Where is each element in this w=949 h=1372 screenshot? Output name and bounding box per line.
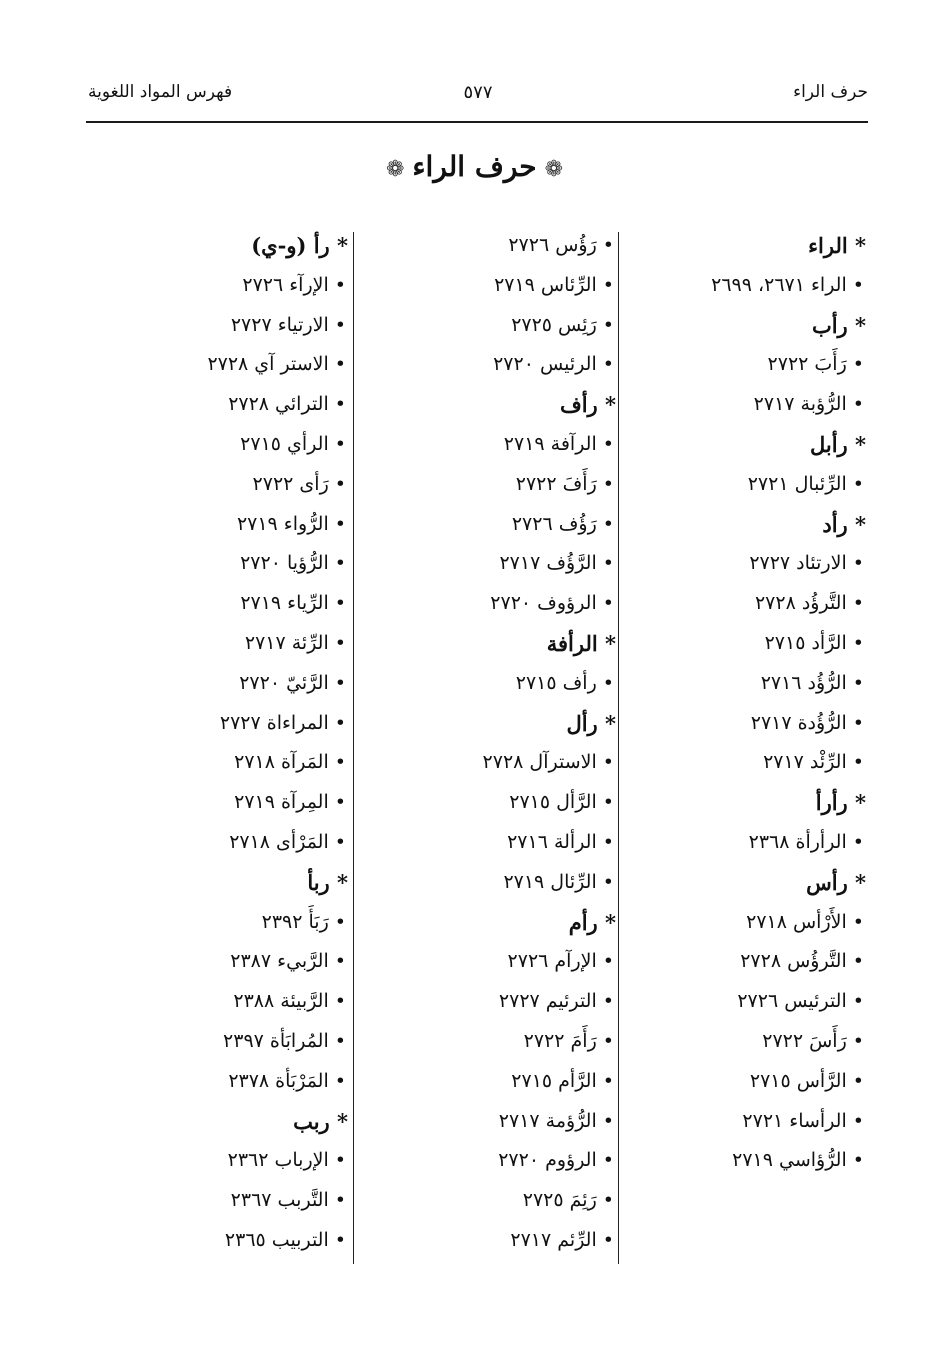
index-entry: • الإرآم ٢٧٢٦ [507, 950, 614, 973]
index-entry: • الرُّؤاسي ٢٧١٩ [732, 1149, 864, 1172]
index-entry: • الرِّئة ٢٧١٧ [244, 631, 346, 654]
index-entry: • الرآفة ٢٧١٩ [503, 432, 614, 455]
index-root-heading: * الراء [808, 233, 866, 258]
index-entry: • الرِّئال ٢٧١٩ [503, 870, 614, 893]
page-header [88, 78, 868, 112]
index-entry: • المَرْأى ٢٧١٨ [229, 830, 346, 853]
index-root-heading: * رأب [811, 312, 866, 338]
index-entry: • الرأي ٢٧١٥ [240, 432, 346, 455]
index-entry: • التَّرؤُد ٢٧٢٨ [754, 592, 864, 615]
index-entry: • المَرآة ٢٧١٨ [234, 751, 346, 774]
index-column-3 [150, 226, 350, 1266]
index-entry: • الترائي ٢٧٢٨ [228, 393, 346, 416]
index-entry: • الرِّئاس ٢٧١٩ [494, 273, 614, 296]
index-entry: • الإرآء ٢٧٢٦ [242, 273, 346, 296]
index-entry: • الإرباب ٢٣٦٢ [227, 1149, 346, 1172]
index-entry: • المراءاة ٢٧٢٧ [219, 711, 346, 734]
index-entry: • الارتئاد ٢٧٢٧ [749, 552, 864, 575]
index-entry: • المِرآة ٢٧١٩ [234, 791, 346, 814]
index-entry: • رَأَسَ ٢٧٢٢ [762, 1029, 864, 1052]
index-entry: • رَأى ٢٧٢٢ [252, 472, 346, 495]
index-root-heading: * رأ (و-ي) [251, 233, 348, 258]
index-entry: • الرَّبيء ٢٣٨٧ [230, 950, 346, 973]
index-column-1 [622, 226, 868, 1266]
section-title [0, 150, 949, 183]
ornament-left-icon: ❁ [385, 157, 405, 182]
index-entry: • الرُّؤُدة ٢٧١٧ [750, 711, 864, 734]
index-entry: • الرَّأل ٢٧١٥ [509, 791, 614, 814]
index-entry: • الرؤوم ٢٧٢٠ [498, 1149, 614, 1172]
index-entry: • الرِّئْد ٢٧١٧ [763, 751, 864, 774]
index-entry: • رَئِمَ ٢٧٢٥ [522, 1189, 614, 1212]
index-entry: • المُرابَأة ٢٣٩٧ [223, 1029, 346, 1052]
index-entry: • الترئيم ٢٧٢٧ [498, 990, 614, 1013]
index-entry: • الرؤوف ٢٧٢٠ [490, 592, 614, 615]
index-root-heading: * ربب [293, 1108, 348, 1134]
index-entry: • الرَّأم ٢٧١٥ [511, 1069, 614, 1092]
running-head-section: حرف الراء [793, 82, 868, 102]
column-divider [353, 232, 354, 1264]
index-column-2 [356, 226, 618, 1266]
column-divider [618, 232, 619, 1264]
index-root-heading: * ربأ [307, 869, 348, 895]
index-root-heading: * رأم [568, 909, 616, 935]
index-entry: • الرَّؤُف ٢٧١٧ [499, 552, 614, 575]
index-entry: • رَأَبَ ٢٧٢٢ [767, 353, 864, 376]
index-entry: • الرألة ٢٧١٦ [507, 830, 614, 853]
index-entry: • الرئيس ٢٧٢٠ [493, 353, 614, 376]
index-entry: • التَّربب ٢٣٦٧ [230, 1189, 346, 1212]
index-entry: • رأف ٢٧١٥ [515, 671, 614, 694]
index-entry: • رَؤُس ٢٧٢٦ [508, 234, 614, 256]
index-root-heading: * الرأفة [546, 630, 616, 656]
index-entry: • الرُّؤمة ٢٧١٧ [498, 1109, 614, 1132]
index-entry: • التَّرؤُس ٢٧٢٨ [740, 950, 864, 973]
index-root-heading: * رأبل [809, 431, 866, 457]
index-entry: • الرأرأة ٢٣٦٨ [748, 830, 864, 853]
index-entry: • الرُّؤيا ٢٧٢٠ [240, 552, 346, 575]
index-entry: • الرُّؤُد ٢٧١٦ [760, 671, 864, 694]
index-entry: • رَبَأَ ٢٣٩٢ [261, 910, 346, 933]
index-entry: • التربيب ٢٣٦٥ [224, 1228, 346, 1251]
index-entry: • المَرْبَأة ٢٣٧٨ [228, 1069, 346, 1092]
index-entry: • رَأَفَ ٢٧٢٢ [515, 472, 614, 495]
index-entry: • الارتياء ٢٧٢٧ [230, 313, 346, 336]
index-entry: • الرِّئبال ٢٧٢١ [747, 472, 864, 495]
index-entry: • الاسترآل ٢٧٢٨ [482, 751, 614, 774]
index-entry: • الرِّئم ٢٧١٧ [510, 1228, 614, 1251]
running-head-book: فهرس المواد اللغوية [88, 82, 233, 102]
index-entry: • الرَّبيئة ٢٣٨٨ [233, 990, 346, 1013]
index-entry: • الرُّؤبة ٢٧١٧ [753, 393, 864, 416]
index-entry: • الرِّياء ٢٧١٩ [240, 592, 346, 615]
index-entry: • الرأساء ٢٧٢١ [742, 1109, 864, 1132]
index-entry: • الرَّأس ٢٧١٥ [749, 1069, 864, 1092]
index-entry: • الراء ٢٦٧١، ٢٦٩٩ [711, 273, 864, 296]
index-entry: • رَئِس ٢٧٢٥ [511, 313, 614, 336]
index-entry: • رَؤُف ٢٧٢٦ [511, 512, 614, 535]
page-number: ٥٧٧ [463, 82, 493, 103]
index-entry: • الرُّواء ٢٧١٩ [236, 512, 346, 535]
index-entry: • الرَّأد ٢٧١٥ [764, 631, 864, 654]
ornament-right-icon: ❁ [544, 157, 564, 182]
index-root-heading: * رأد [822, 511, 866, 537]
section-title-text: حرف الراء [412, 150, 537, 183]
index-entry: • رَأَمَ ٢٧٢٢ [523, 1029, 614, 1052]
index-entry: • الرَّئيّ ٢٧٢٠ [239, 671, 346, 694]
index-root-heading: * رأس [806, 869, 866, 895]
header-rule [86, 121, 868, 123]
index-entry: • الترئيس ٢٧٢٦ [737, 990, 864, 1013]
index-entry: • الاستر آي ٢٧٢٨ [207, 353, 346, 376]
index-root-heading: * رأرأ [815, 790, 866, 816]
index-root-heading: * رأف [559, 392, 616, 418]
index-root-heading: * رأل [566, 710, 616, 736]
index-entry: • الأَرْأس ٢٧١٨ [746, 910, 864, 933]
